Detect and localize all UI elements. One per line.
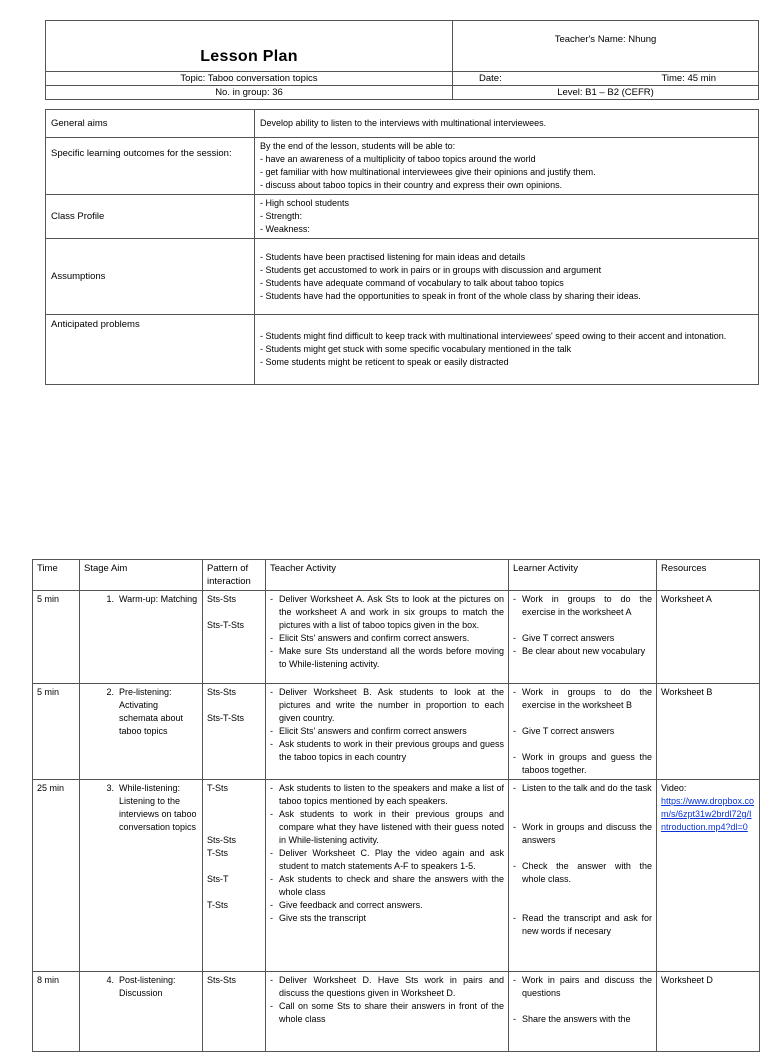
learner-item: Read the transcript and ask for new words if necesary: [522, 913, 652, 936]
row-resources: Worksheet D: [657, 972, 760, 1052]
col-teacher: Teacher Activity: [266, 560, 509, 591]
table-row: [33, 591, 760, 684]
row-pattern: [203, 591, 266, 684]
learner-item: Work in groups to do the exercise in the worksheet B: [522, 687, 652, 710]
pattern-item: Sts-T: [207, 874, 229, 884]
title-cell: [46, 21, 453, 72]
row-time: 8 min: [33, 972, 80, 1052]
row-teacher: - Deliver Worksheet D. Have Sts work in pairs and discuss the questions given in Worksheet D. - Call on some Sts to share their answers in front of the whole class: [266, 972, 509, 1052]
profile-line: - High school students: [260, 198, 350, 208]
pattern-item: Sts-T-Sts: [207, 713, 245, 723]
time-label: Time: 45 min: [661, 73, 716, 84]
row-stage: [80, 591, 203, 684]
outcome-line: - get familiar with how multinational interviewees give their opinions and justify them.: [260, 167, 596, 177]
stage-text: Warm-up: Matching: [119, 594, 198, 604]
row-resources: Worksheet A: [657, 591, 760, 684]
pattern-item: Sts-Sts: [207, 835, 237, 845]
problems-label: Anticipated problems: [46, 315, 255, 385]
problem-line: - Students might find difficult to keep track with multinational interviewees' speed owing to their accent and intonation.: [260, 331, 727, 341]
date-time-cell: [453, 72, 759, 86]
learner-item: Give T correct answers: [522, 726, 615, 736]
learner-item: Work in groups and discuss the answers: [522, 822, 652, 845]
assumptions-label: Assumptions: [46, 239, 255, 315]
teacher-item: Make sure Sts understand all the words before moving to While-listening activity.: [279, 646, 504, 669]
col-learner: Learner Activity: [509, 560, 657, 591]
specific-outcomes-text: [255, 138, 759, 195]
learner-item: Share the answers with the: [522, 1014, 631, 1024]
pattern-item: T-Sts: [207, 783, 229, 793]
pattern-item: Sts-Sts: [207, 687, 237, 697]
table-header-row: [33, 560, 760, 591]
page-title: Lesson Plan: [200, 48, 298, 65]
table-row: [33, 684, 760, 780]
row-resources: [657, 780, 760, 972]
teacher-item: Give feedback and correct answers.: [279, 900, 423, 910]
pattern-item: Sts-Sts: [207, 975, 237, 985]
col-time: Time: [33, 560, 80, 591]
pattern-item: T-Sts: [207, 900, 229, 910]
outcome-line: - have an awareness of a multiplicity of taboo topics around the world: [260, 154, 536, 164]
level: Level: B1 – B2 (CEFR): [557, 87, 654, 98]
stage-number: 3.: [106, 783, 114, 793]
teacher-item: Call on some Sts to share their answers in front of the whole class: [279, 1001, 504, 1024]
table-row: [33, 780, 760, 972]
aims-table: [45, 109, 759, 385]
pattern-item: T-Sts: [207, 848, 229, 858]
row-resources: Worksheet B: [657, 684, 760, 780]
pattern-item: Sts-T-Sts: [207, 620, 245, 630]
row-stage: [80, 684, 203, 780]
profile-line: - Strength:: [260, 211, 303, 221]
assumption-line: - Students have been practised listening for main ideas and details: [260, 251, 526, 262]
row-pattern: [203, 972, 266, 1052]
row-time: 5 min: [33, 591, 80, 684]
profile-line: - Weakness:: [260, 224, 310, 234]
row-pattern: [203, 780, 266, 972]
topic-cell: [46, 72, 453, 86]
row-teacher: - Ask students to listen to the speakers and make a list of taboo topics mentioned by each speakers. - Ask students to work in their previous groups and compare what they have listened with their guess noted in While-listening activity. - Deliver Worksheet C. Play the video again and ask student to match statements A-F to speakers 1-5. - Ask students to check and share the answers with the whole class - Give feedback and correct answers. - Give sts the transcript: [266, 780, 509, 972]
problem-line: - Some students might be reticent to speak or easily distracted: [260, 357, 509, 367]
teacher-item: Deliver Worksheet B. Ask students to look at the pictures and write the number in proportion to each given country.: [279, 687, 504, 723]
teacher-item: Ask students to work in their previous groups and compare what they have listened with their guess noted in While-listening activity.: [279, 809, 504, 845]
teacher-item: Elicit Sts' answers and confirm correct answers.: [279, 633, 470, 643]
topic: Topic: Taboo conversation topics: [180, 73, 318, 84]
teacher-name: Teacher's Name: Nhung: [554, 34, 657, 45]
learner-item: Work in pairs and discuss the questions: [522, 975, 652, 998]
assumption-line: - Students have adequate command of vocabulary to talk about taboo topics: [260, 277, 564, 288]
teacher-item: Ask students to listen to the speakers and make a list of taboo topics mentioned by each speakers.: [279, 783, 504, 806]
video-label: Video:: [661, 783, 687, 793]
level-cell: [453, 86, 759, 100]
row-learner: - Work in groups to do the exercise in the worksheet B - Give T correct answers - Work in groups and guess the taboos together.: [509, 684, 657, 780]
general-aims-text: Develop ability to listen to the interviews with multinational interviewees.: [255, 110, 759, 138]
col-resources: Resources: [657, 560, 760, 591]
row-stage: [80, 972, 203, 1052]
stage-number: 1.: [106, 594, 114, 604]
col-pattern: Pattern of interaction: [203, 560, 266, 591]
problems-text: [255, 315, 759, 385]
group-size: No. in group: 36: [215, 87, 283, 98]
assumption-line: - Students get accustomed to work in pairs or in groups with discussion and argument: [260, 264, 602, 275]
table-row: [33, 972, 760, 1052]
stage-number: 4.: [106, 975, 114, 985]
general-aims-label: General aims: [46, 110, 255, 138]
col-stage: Stage Aim: [80, 560, 203, 591]
problem-line: - Students might get stuck with some specific vocabulary mentioned in the talk: [260, 344, 572, 354]
learner-item: Give T correct answers: [522, 633, 615, 643]
learner-item: Work in groups and guess the taboos together.: [522, 752, 652, 775]
stage-text: While-listening: Listening to the interviews on taboo conversation topics: [119, 783, 197, 832]
teacher-item: Ask students to work in their previous groups and guess the taboo topics in each country: [279, 739, 504, 762]
date-label: Date:: [479, 73, 502, 84]
row-teacher: - Deliver Worksheet A. Ask Sts to look at the pictures on the worksheet A and work in six groups to match the pictures with a list of taboo topics given in the box. - Elicit Sts' answers and confirm correct answers. - Make sure Sts understand all the words before moving to While-listening activity.: [266, 591, 509, 684]
row-learner: - Listen to the talk and do the task - Work in groups and discuss the answers - Check the answer with the whole class. - Read the transcript and ask for new words if necesary: [509, 780, 657, 972]
stage-text: Post-listening: Discussion: [119, 975, 176, 998]
row-teacher: - Deliver Worksheet B. Ask students to look at the pictures and write the number in proportion to each given country. - Elicit Sts' answers and confirm correct answers - Ask students to work in their previous groups and guess the taboo topics in each country: [266, 684, 509, 780]
lesson-header: [45, 20, 759, 100]
stage-number: 2.: [106, 687, 114, 697]
teacher-item: Elicit Sts' answers and confirm correct answers: [279, 726, 467, 736]
teacher-item: Deliver Worksheet D. Have Sts work in pairs and discuss the questions given in Worksheet D.: [279, 975, 504, 998]
row-time: 5 min: [33, 684, 80, 780]
assumptions-text: [255, 239, 759, 315]
learner-item: Be clear about new vocabulary: [522, 646, 646, 656]
row-stage: [80, 780, 203, 972]
row-learner: - Work in groups to do the exercise in the worksheet A - Give T correct answers - Be clear about new vocabulary: [509, 591, 657, 684]
specific-outcomes-label: Specific learning outcomes for the session:: [46, 138, 255, 195]
row-time: 25 min: [33, 780, 80, 972]
row-pattern: [203, 684, 266, 780]
video-link[interactable]: https://www.dropbox.com/s/6zpt31w2brdl72g/Introduction.mp4?dl=0: [661, 796, 755, 832]
activity-table: [32, 559, 760, 1052]
learner-item: Check the answer with the whole class.: [522, 861, 652, 884]
teacher-cell: [453, 21, 759, 72]
learner-item: Work in groups to do the exercise in the worksheet A: [522, 594, 652, 617]
class-profile-text: [255, 195, 759, 239]
class-profile-label: Class Profile: [46, 195, 255, 239]
learner-item: Listen to the talk and do the task: [522, 783, 652, 793]
outcome-line: - discuss about taboo topics in their country and express their own opinions.: [260, 180, 563, 190]
teacher-item: Give sts the transcript: [279, 913, 367, 923]
row-learner: - Work in pairs and discuss the questions - Share the answers with the: [509, 972, 657, 1052]
pattern-item: Sts-Sts: [207, 594, 237, 604]
stage-text: Pre-listening: Activating schemata about taboo topics: [119, 687, 184, 736]
teacher-item: Deliver Worksheet A. Ask Sts to look at the pictures on the worksheet A and work in six groups to match the pictures with a list of taboo topics given in the box.: [279, 594, 504, 630]
teacher-item: Ask students to check and share the answers with the whole class: [279, 874, 504, 897]
assumption-line: - Students have had the opportunities to speak in front of the whole class by sharing their ideas.: [260, 290, 641, 301]
teacher-item: Deliver Worksheet C. Play the video again and ask student to match statements A-F to speakers 1-5.: [279, 848, 504, 871]
outcome-line: By the end of the lesson, students will be able to:: [260, 141, 456, 151]
group-cell: [46, 86, 453, 100]
